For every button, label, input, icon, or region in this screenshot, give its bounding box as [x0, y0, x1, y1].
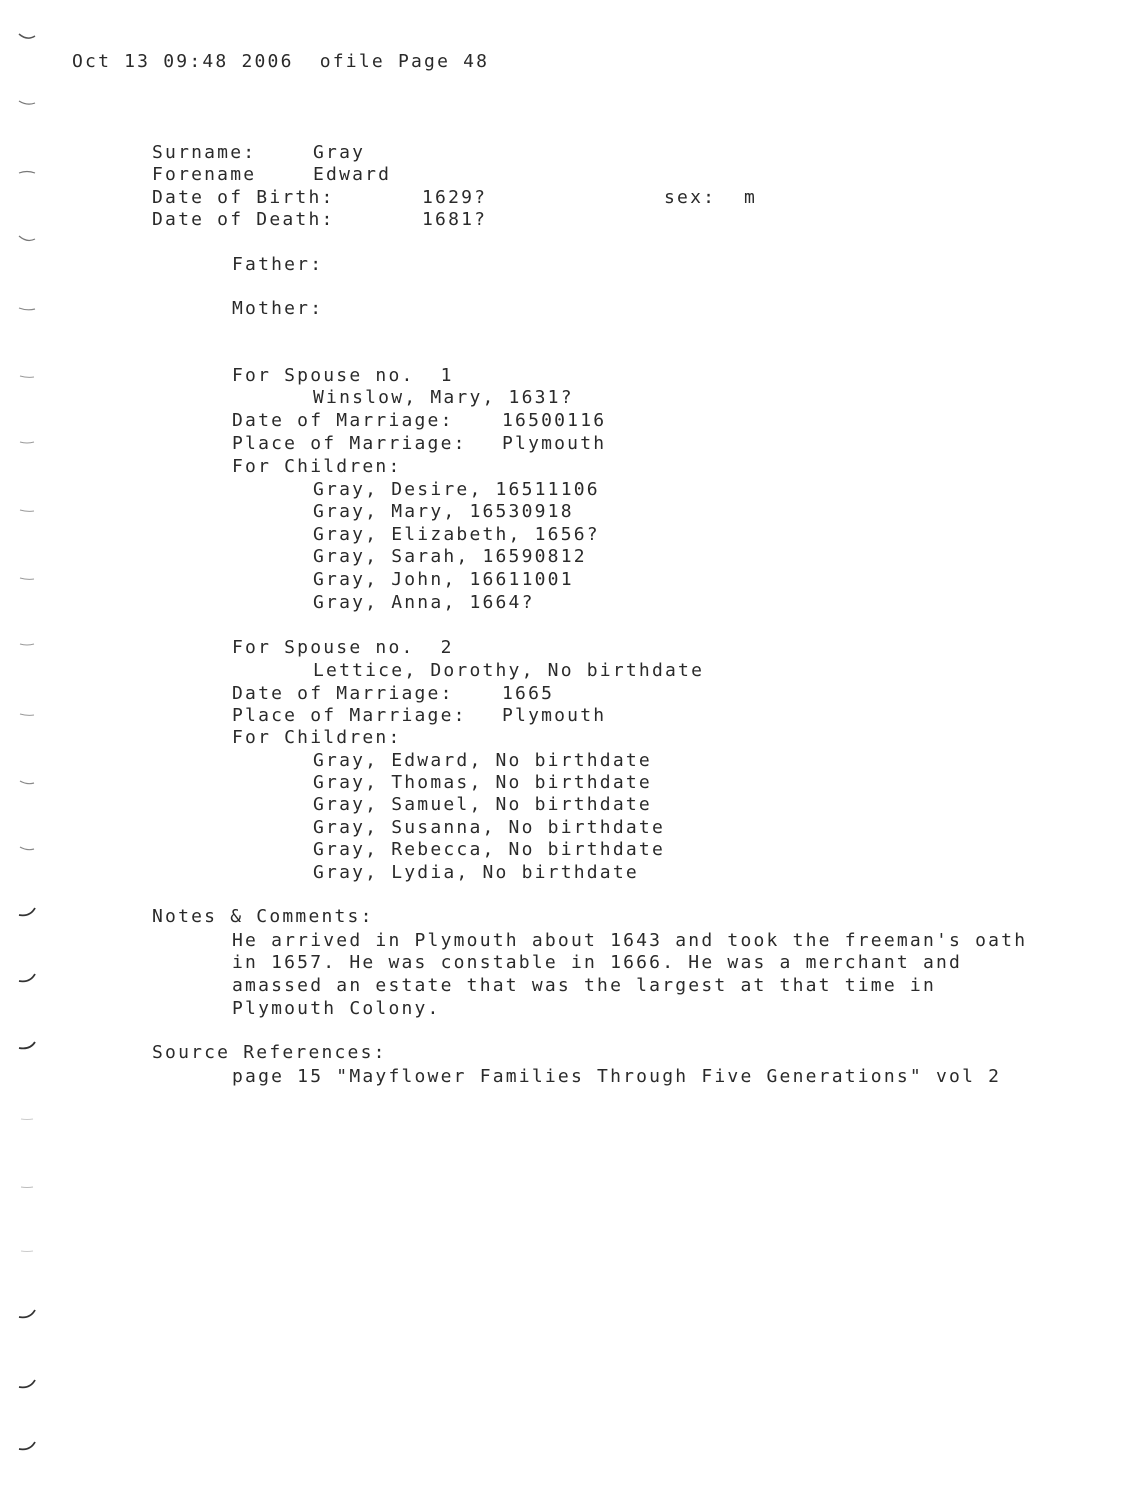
children-label: For Children:: [232, 456, 402, 477]
print-header: [72, 51, 489, 73]
child-entry: Gray, Susanna, No birthdate: [313, 817, 665, 838]
child-entry: Gray, Mary, 16530918: [313, 501, 574, 522]
binder-hole-mark: [18, 98, 36, 108]
child-entry: Gray, Anna, 1664?: [313, 592, 535, 613]
spouse-heading: For Spouse no. 1: [232, 365, 454, 386]
child-entry: Gray, Edward, No birthdate: [313, 750, 652, 771]
death-label: Date of Death:: [152, 209, 335, 230]
child-entry: Gray, Rebecca, No birthdate: [313, 839, 665, 860]
print-timestamp: Oct 13 09:48 2006: [72, 51, 294, 72]
birth-label: Date of Birth:: [152, 187, 335, 208]
binder-hole-mark: [18, 168, 36, 178]
binder-hole-mark: [18, 1440, 36, 1450]
binder-hole-mark: [18, 1114, 36, 1124]
marriage-place-value: Plymouth: [502, 705, 607, 726]
sex-label: sex:: [664, 187, 717, 208]
spouse-name: Winslow, Mary, 1631?: [313, 387, 574, 408]
child-entry: Gray, Desire, 16511106: [313, 479, 600, 500]
binder-hole-mark: [18, 844, 36, 854]
marriage-date-value: 1665: [502, 683, 555, 704]
surname-label: Surname:: [152, 142, 257, 163]
sources-label: Source References:: [152, 1042, 387, 1063]
notes-line: He arrived in Plymouth about 1643 and took the freeman's oath: [232, 930, 1028, 951]
binder-hole-mark: [18, 1308, 36, 1318]
binder-hole-mark: [18, 372, 36, 382]
binder-hole-mark: [18, 234, 36, 244]
binder-hole-mark: [18, 506, 36, 516]
father-label: Father:: [232, 254, 324, 275]
binder-hole-mark: [18, 778, 36, 788]
binder-hole-mark: [18, 972, 36, 982]
forename-value: Edward: [313, 164, 392, 185]
spouse-heading: For Spouse no. 2: [232, 637, 454, 658]
forename-label: Forename: [152, 164, 257, 185]
spouse-name: Lettice, Dorothy, No birthdate: [313, 660, 705, 681]
binder-hole-mark: [18, 1246, 36, 1256]
mother-label: Mother:: [232, 298, 324, 319]
binder-hole-mark: [18, 304, 36, 314]
birth-value: 1629?: [422, 187, 488, 208]
child-entry: Gray, Sarah, 16590812: [313, 546, 587, 567]
surname-value: Gray: [313, 142, 366, 163]
marriage-place-label: Place of Marriage:: [232, 433, 467, 454]
binder-hole-mark: [18, 1182, 36, 1192]
binder-hole-mark: [18, 906, 36, 916]
marriage-place-label: Place of Marriage:: [232, 705, 467, 726]
child-entry: Gray, Elizabeth, 1656?: [313, 524, 600, 545]
binder-hole-mark: [18, 438, 36, 448]
notes-label: Notes & Comments:: [152, 906, 374, 927]
children-label: For Children:: [232, 727, 402, 748]
marriage-date-label: Date of Marriage:: [232, 410, 454, 431]
binder-hole-mark: [18, 32, 36, 42]
notes-line: amassed an estate that was the largest at that time in: [232, 975, 936, 996]
print-filename: ofile: [319, 51, 385, 72]
notes-line: Plymouth Colony.: [232, 998, 441, 1019]
binder-hole-mark: [18, 1040, 36, 1050]
binder-hole-mark: [18, 574, 36, 584]
child-entry: Gray, John, 16611001: [313, 569, 574, 590]
child-entry: Gray, Thomas, No birthdate: [313, 772, 652, 793]
child-entry: Gray, Lydia, No birthdate: [313, 862, 639, 883]
marriage-date-label: Date of Marriage:: [232, 683, 454, 704]
child-entry: Gray, Samuel, No birthdate: [313, 794, 652, 815]
death-value: 1681?: [422, 209, 488, 230]
page-number: Page 48: [397, 51, 490, 72]
binder-hole-mark: [18, 640, 36, 650]
marriage-date-value: 16500116: [502, 410, 607, 431]
notes-line: in 1657. He was constable in 1666. He was a merchant and: [232, 952, 963, 973]
sex-value: m: [744, 187, 758, 208]
source-reference: page 15 "Mayflower Families Through Five Generations" vol 2: [232, 1066, 1002, 1087]
binder-hole-mark: [18, 710, 36, 720]
binder-hole-mark: [18, 1378, 36, 1388]
marriage-place-value: Plymouth: [502, 433, 607, 454]
